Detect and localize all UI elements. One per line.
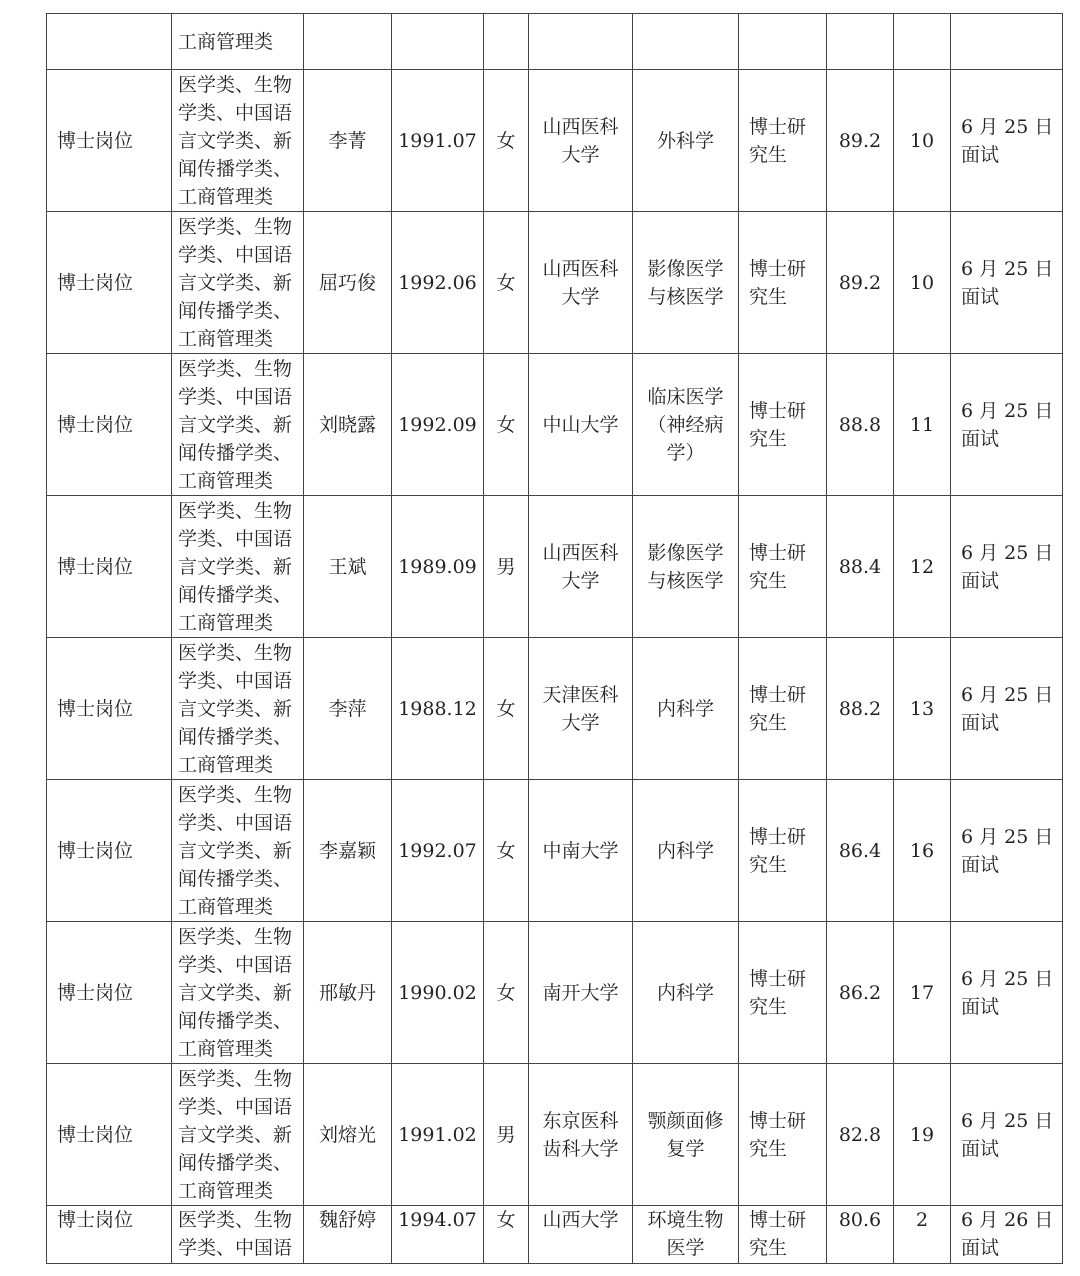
cell-note xyxy=(951,212,1063,354)
major-line: 内科学 xyxy=(656,697,714,720)
degree-line: 博士研 xyxy=(749,257,807,280)
table-row xyxy=(47,922,1063,1064)
category-line: 学类、中国语 xyxy=(178,1237,293,1259)
cell-position xyxy=(47,14,172,70)
cell-rank xyxy=(894,638,951,780)
name-text: 屈巧俊 xyxy=(318,271,376,294)
major-line: 影像医学 xyxy=(647,257,724,280)
cell-score xyxy=(827,922,894,1064)
note-line: 6 月 26 日 xyxy=(961,1209,1054,1231)
note-line: 面试 xyxy=(961,995,1000,1018)
score-text: 86.2 xyxy=(838,981,882,1004)
name-text: 王斌 xyxy=(328,555,367,578)
category-line: 学类、中国语 xyxy=(178,243,293,266)
category-line: 闻传播学类、 xyxy=(178,1151,293,1174)
degree-line: 究生 xyxy=(749,143,788,166)
degree-line: 究生 xyxy=(749,427,788,450)
category-line: 言文学类、新 xyxy=(178,129,293,152)
cell-birth xyxy=(392,70,484,212)
note-line: 面试 xyxy=(961,853,1000,876)
gender-text: 女 xyxy=(496,839,516,862)
cell-score xyxy=(827,638,894,780)
degree-line: 究生 xyxy=(749,1137,788,1160)
cell-major xyxy=(633,354,739,496)
score-text: 82.8 xyxy=(838,1123,882,1146)
category-line: 学类、中国语 xyxy=(178,953,293,976)
cell-score xyxy=(827,212,894,354)
category-line: 学类、中国语 xyxy=(178,101,293,124)
cell-category xyxy=(172,212,304,354)
gender-text: 女 xyxy=(496,271,516,294)
note-line: 6 月 25 日 xyxy=(961,825,1054,848)
birth-text: 1991.02 xyxy=(398,1123,477,1146)
cell-score xyxy=(827,354,894,496)
cell-gender xyxy=(484,14,529,70)
rank-text: 2 xyxy=(915,1209,929,1231)
category-line: 闻传播学类、 xyxy=(178,583,293,606)
category-line: 闻传播学类、 xyxy=(178,1009,293,1032)
cell-degree xyxy=(739,496,827,638)
cell-gender xyxy=(484,1206,529,1264)
cell-birth xyxy=(392,212,484,354)
school-line: 山西医科 xyxy=(542,115,619,138)
major-line: 外科学 xyxy=(656,129,714,152)
gender-text: 女 xyxy=(496,413,516,436)
cell-major xyxy=(633,780,739,922)
cell-score xyxy=(827,1064,894,1206)
cell-note xyxy=(951,70,1063,212)
table-row xyxy=(47,212,1063,354)
table-row xyxy=(47,1206,1063,1264)
cell-position xyxy=(47,1064,172,1206)
note-line: 6 月 25 日 xyxy=(961,541,1054,564)
category-line: 学类、中国语 xyxy=(178,669,293,692)
cell-name xyxy=(304,354,392,496)
cell-category xyxy=(172,354,304,496)
cell-score xyxy=(827,14,894,70)
category-line: 医学类、生物 xyxy=(178,499,293,522)
rank-text: 16 xyxy=(909,839,935,862)
cell-birth xyxy=(392,922,484,1064)
school-line: 大学 xyxy=(561,569,600,592)
cell-position xyxy=(47,922,172,1064)
cell-major xyxy=(633,212,739,354)
table-row-partial xyxy=(47,14,1063,70)
cell-major xyxy=(633,922,739,1064)
category-line: 学类、中国语 xyxy=(178,385,293,408)
cell-note xyxy=(951,780,1063,922)
table-row xyxy=(47,354,1063,496)
category-line: 言文学类、新 xyxy=(178,981,293,1004)
cell-name xyxy=(304,638,392,780)
cell-name xyxy=(304,70,392,212)
gender-text: 女 xyxy=(496,1209,516,1231)
school-line: 东京医科 xyxy=(542,1109,619,1132)
table-row xyxy=(47,70,1063,212)
category-line: 工商管理类 xyxy=(178,1037,274,1060)
cell-birth xyxy=(392,1064,484,1206)
score-text: 80.6 xyxy=(838,1209,882,1231)
cell-name xyxy=(304,212,392,354)
cell-school xyxy=(529,212,633,354)
cell-category xyxy=(172,14,304,70)
cell-major xyxy=(633,14,739,70)
cell-gender xyxy=(484,212,529,354)
cell-rank xyxy=(894,496,951,638)
major-line: 医学 xyxy=(666,1237,705,1259)
major-line: （神经病 xyxy=(647,413,724,436)
gender-text: 女 xyxy=(496,981,516,1004)
name-text: 李萍 xyxy=(328,697,367,720)
school-line: 齿科大学 xyxy=(542,1137,619,1160)
note-line: 面试 xyxy=(961,569,1000,592)
cell-major xyxy=(633,70,739,212)
cell-school xyxy=(529,922,633,1064)
cell-note xyxy=(951,1064,1063,1206)
cell-score xyxy=(827,70,894,212)
candidate-table xyxy=(46,13,1063,1264)
cell-category xyxy=(172,70,304,212)
position-text: 博士岗位 xyxy=(57,555,134,578)
major-line: 与核医学 xyxy=(647,569,724,592)
cell-category xyxy=(172,922,304,1064)
cell-birth xyxy=(392,780,484,922)
cell-note xyxy=(951,496,1063,638)
degree-line: 博士研 xyxy=(749,825,807,848)
cell-school xyxy=(529,638,633,780)
category-line: 医学类、生物 xyxy=(178,641,293,664)
category-line: 医学类、生物 xyxy=(178,357,293,380)
cell-position xyxy=(47,496,172,638)
cell-school xyxy=(529,780,633,922)
school-line: 山西医科 xyxy=(542,257,619,280)
gender-text: 女 xyxy=(496,697,516,720)
cell-school xyxy=(529,354,633,496)
school-line: 大学 xyxy=(561,285,600,308)
category-line: 言文学类、新 xyxy=(178,1123,293,1146)
table-row xyxy=(47,780,1063,922)
major-line: 内科学 xyxy=(656,981,714,1004)
degree-line: 究生 xyxy=(749,853,788,876)
name-text: 刘晓露 xyxy=(318,413,376,436)
cell-position xyxy=(47,70,172,212)
cell-gender xyxy=(484,922,529,1064)
school-line: 山西大学 xyxy=(542,1209,619,1231)
cell-score xyxy=(827,496,894,638)
category-line: 医学类、生物 xyxy=(178,1209,293,1231)
cell-degree xyxy=(739,212,827,354)
position-text: 博士岗位 xyxy=(57,129,134,152)
category-line: 医学类、生物 xyxy=(178,1067,293,1090)
degree-line: 博士研 xyxy=(749,115,807,138)
category-line: 工商管理类 xyxy=(178,895,274,918)
category-line: 闻传播学类、 xyxy=(178,299,293,322)
cell-degree xyxy=(739,354,827,496)
birth-text: 1990.02 xyxy=(398,981,477,1004)
degree-line: 究生 xyxy=(749,995,788,1018)
major-line: 内科学 xyxy=(656,839,714,862)
score-text: 88.2 xyxy=(838,697,882,720)
cell-gender xyxy=(484,70,529,212)
rank-text: 12 xyxy=(909,555,935,578)
cell-degree xyxy=(739,780,827,922)
note-line: 6 月 25 日 xyxy=(961,399,1054,422)
degree-line: 博士研 xyxy=(749,1109,807,1132)
gender-text: 女 xyxy=(496,129,516,152)
score-text: 88.4 xyxy=(838,555,882,578)
cell-name xyxy=(304,1064,392,1206)
category-line: 学类、中国语 xyxy=(178,527,293,550)
cell-degree xyxy=(739,1206,827,1264)
cell-rank xyxy=(894,780,951,922)
birth-text: 1991.07 xyxy=(398,129,477,152)
cell-school xyxy=(529,1064,633,1206)
category-line: 学类、中国语 xyxy=(178,1095,293,1118)
cell-school xyxy=(529,496,633,638)
score-text: 89.2 xyxy=(838,129,882,152)
cell-degree xyxy=(739,922,827,1064)
cell-gender xyxy=(484,780,529,922)
category-line: 闻传播学类、 xyxy=(178,441,293,464)
position-text: 博士岗位 xyxy=(57,271,134,294)
category-line: 医学类、生物 xyxy=(178,73,293,96)
cell-degree xyxy=(739,1064,827,1206)
category-text: 工商管理类 xyxy=(178,30,274,53)
note-line: 6 月 25 日 xyxy=(961,115,1054,138)
category-line: 闻传播学类、 xyxy=(178,867,293,890)
position-text: 博士岗位 xyxy=(57,981,134,1004)
gender-text: 男 xyxy=(496,1123,516,1146)
table-row xyxy=(47,638,1063,780)
degree-line: 博士研 xyxy=(749,683,807,706)
rank-text: 11 xyxy=(909,413,935,436)
birth-text: 1992.07 xyxy=(398,839,477,862)
cell-gender xyxy=(484,1064,529,1206)
category-line: 医学类、生物 xyxy=(178,925,293,948)
category-line: 言文学类、新 xyxy=(178,697,293,720)
cell-degree xyxy=(739,70,827,212)
category-line: 言文学类、新 xyxy=(178,839,293,862)
cell-gender xyxy=(484,638,529,780)
table-body xyxy=(47,14,1063,1264)
note-line: 6 月 25 日 xyxy=(961,683,1054,706)
birth-text: 1992.09 xyxy=(398,413,477,436)
cell-category xyxy=(172,496,304,638)
cell-degree xyxy=(739,14,827,70)
name-text: 李嘉颖 xyxy=(318,839,376,862)
category-line: 医学类、生物 xyxy=(178,215,293,238)
cell-birth xyxy=(392,496,484,638)
cell-rank xyxy=(894,70,951,212)
cell-rank xyxy=(894,212,951,354)
category-line: 医学类、生物 xyxy=(178,783,293,806)
cell-school xyxy=(529,1206,633,1264)
degree-line: 博士研 xyxy=(749,1209,807,1231)
cell-note xyxy=(951,922,1063,1064)
position-text: 博士岗位 xyxy=(57,839,134,862)
note-line: 6 月 25 日 xyxy=(961,257,1054,280)
cell-category xyxy=(172,1206,304,1264)
degree-line: 博士研 xyxy=(749,541,807,564)
cell-note xyxy=(951,14,1063,70)
cell-name xyxy=(304,14,392,70)
cell-position xyxy=(47,1206,172,1264)
cell-birth xyxy=(392,638,484,780)
note-line: 面试 xyxy=(961,427,1000,450)
category-line: 工商管理类 xyxy=(178,469,274,492)
cell-note xyxy=(951,638,1063,780)
cell-major xyxy=(633,1064,739,1206)
major-line: 影像医学 xyxy=(647,541,724,564)
cell-category xyxy=(172,780,304,922)
table-row xyxy=(47,496,1063,638)
school-line: 天津医科 xyxy=(542,683,619,706)
birth-text: 1994.07 xyxy=(398,1209,477,1231)
degree-line: 究生 xyxy=(749,1237,788,1259)
cell-school xyxy=(529,14,633,70)
cell-rank xyxy=(894,922,951,1064)
cell-category xyxy=(172,1064,304,1206)
major-line: 颚颜面修 xyxy=(647,1109,724,1132)
degree-line: 究生 xyxy=(749,569,788,592)
major-line: 临床医学 xyxy=(647,385,724,408)
category-line: 学类、中国语 xyxy=(178,811,293,834)
cell-score xyxy=(827,780,894,922)
major-line: 复学 xyxy=(666,1137,705,1160)
score-text: 89.2 xyxy=(838,271,882,294)
degree-line: 究生 xyxy=(749,711,788,734)
name-text: 李菁 xyxy=(328,129,367,152)
position-text: 博士岗位 xyxy=(57,1209,134,1231)
cell-gender xyxy=(484,354,529,496)
cell-note xyxy=(951,1206,1063,1264)
school-line: 中山大学 xyxy=(542,413,619,436)
category-line: 工商管理类 xyxy=(178,753,274,776)
name-text: 刘熔光 xyxy=(318,1123,376,1146)
cell-birth xyxy=(392,1206,484,1264)
name-text: 邢敏丹 xyxy=(318,981,376,1004)
cell-rank xyxy=(894,1206,951,1264)
birth-text: 1988.12 xyxy=(398,697,477,720)
name-text: 魏舒婷 xyxy=(318,1209,376,1231)
cell-major xyxy=(633,1206,739,1264)
cell-birth xyxy=(392,14,484,70)
major-line: 学） xyxy=(666,441,705,464)
category-line: 言文学类、新 xyxy=(178,555,293,578)
rank-text: 19 xyxy=(909,1123,935,1146)
note-line: 面试 xyxy=(961,1137,1000,1160)
table-row xyxy=(47,1064,1063,1206)
major-line: 与核医学 xyxy=(647,285,724,308)
cell-name xyxy=(304,496,392,638)
note-line: 6 月 25 日 xyxy=(961,967,1054,990)
cell-rank xyxy=(894,14,951,70)
school-line: 大学 xyxy=(561,711,600,734)
position-text: 博士岗位 xyxy=(57,697,134,720)
note-line: 面试 xyxy=(961,143,1000,166)
category-line: 言文学类、新 xyxy=(178,271,293,294)
school-line: 山西医科 xyxy=(542,541,619,564)
cell-position xyxy=(47,638,172,780)
position-text: 博士岗位 xyxy=(57,413,134,436)
cell-category xyxy=(172,638,304,780)
school-line: 大学 xyxy=(561,143,600,166)
cell-major xyxy=(633,496,739,638)
category-line: 工商管理类 xyxy=(178,1179,274,1202)
category-line: 闻传播学类、 xyxy=(178,157,293,180)
cell-name xyxy=(304,922,392,1064)
rank-text: 10 xyxy=(909,271,935,294)
birth-text: 1992.06 xyxy=(398,271,477,294)
cell-position xyxy=(47,354,172,496)
cell-degree xyxy=(739,638,827,780)
category-line: 闻传播学类、 xyxy=(178,725,293,748)
cell-rank xyxy=(894,354,951,496)
category-line: 工商管理类 xyxy=(178,611,274,634)
degree-line: 究生 xyxy=(749,285,788,308)
cell-note xyxy=(951,354,1063,496)
gender-text: 男 xyxy=(496,555,516,578)
birth-text: 1989.09 xyxy=(398,555,477,578)
degree-line: 博士研 xyxy=(749,967,807,990)
cell-score xyxy=(827,1206,894,1264)
score-text: 86.4 xyxy=(838,839,882,862)
position-text: 博士岗位 xyxy=(57,1123,134,1146)
rank-text: 17 xyxy=(909,981,935,1004)
cell-birth xyxy=(392,354,484,496)
category-line: 工商管理类 xyxy=(178,327,274,350)
cell-position xyxy=(47,780,172,922)
note-line: 面试 xyxy=(961,1237,1000,1259)
cell-name xyxy=(304,780,392,922)
cell-position xyxy=(47,212,172,354)
note-line: 6 月 25 日 xyxy=(961,1109,1054,1132)
school-line: 南开大学 xyxy=(542,981,619,1004)
cell-name xyxy=(304,1206,392,1264)
rank-text: 13 xyxy=(909,697,935,720)
degree-line: 博士研 xyxy=(749,399,807,422)
cell-rank xyxy=(894,1064,951,1206)
cell-school xyxy=(529,70,633,212)
note-line: 面试 xyxy=(961,285,1000,308)
rank-text: 10 xyxy=(909,129,935,152)
cell-major xyxy=(633,638,739,780)
category-line: 工商管理类 xyxy=(178,185,274,208)
major-line: 环境生物 xyxy=(647,1209,724,1231)
score-text: 88.8 xyxy=(838,413,882,436)
note-line: 面试 xyxy=(961,711,1000,734)
category-line: 言文学类、新 xyxy=(178,413,293,436)
school-line: 中南大学 xyxy=(542,839,619,862)
cell-gender xyxy=(484,496,529,638)
